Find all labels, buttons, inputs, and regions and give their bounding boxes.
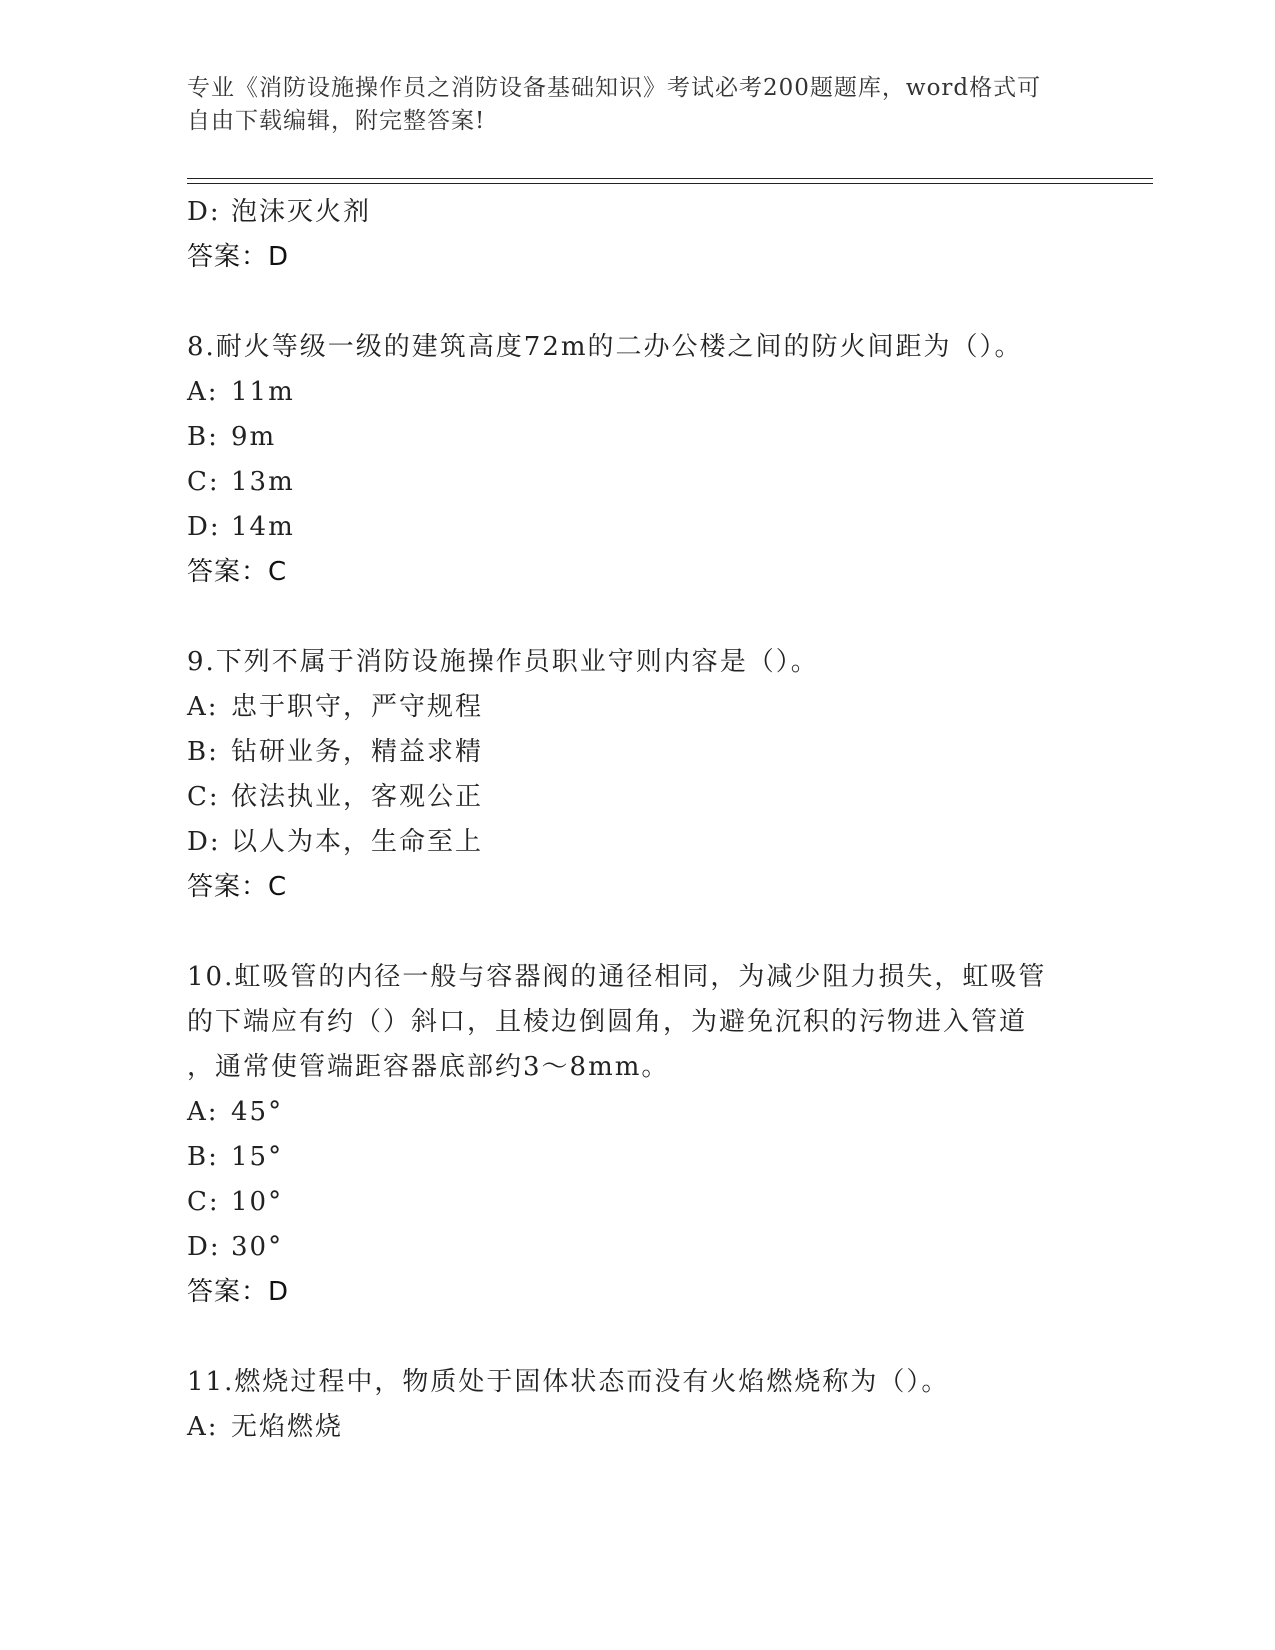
option-d (187, 820, 1087, 865)
option-key: B: (187, 422, 219, 452)
option-d (187, 505, 1087, 550)
option-text: 11m (231, 377, 295, 407)
question-title-line-3: ，通常使管端距容器底部约3～8mm。 (187, 1052, 670, 1082)
option-key: C: (187, 1187, 220, 1217)
header-divider (187, 178, 1153, 184)
option-b (187, 1135, 1087, 1180)
question-list (187, 190, 1087, 1450)
option-text: 无焰燃烧 (231, 1412, 344, 1442)
option-text: 9m (231, 422, 277, 452)
spacer (187, 1315, 1087, 1360)
option-key: B: (187, 737, 219, 767)
answer-line: 答案：C (187, 872, 288, 902)
option-key: D: (187, 1232, 221, 1262)
option-c (187, 460, 1087, 505)
option-text: 14m (231, 512, 295, 542)
answer-line: 答案：C (187, 557, 288, 587)
option-c (187, 1180, 1087, 1225)
question-title-line-2: 的下端应有约（）斜口，且棱边倒圆角，为避免沉积的污物进入管道 (187, 1007, 1028, 1037)
document-header (187, 72, 1067, 138)
header-line-2: 自由下载编辑，附完整答案! (187, 108, 486, 134)
option-d (187, 1225, 1087, 1270)
option-key: A: (187, 1097, 219, 1127)
option-text: 依法执业，客观公正 (231, 782, 484, 812)
option-text: 30° (231, 1232, 284, 1262)
option-key: A: (187, 692, 219, 722)
question-title: 9.下列不属于消防设施操作员职业守则内容是（）。 (187, 647, 819, 677)
option-key: C: (187, 782, 220, 812)
option-d (187, 190, 1087, 235)
option-text: 忠于职守，严守规程 (231, 692, 484, 722)
option-a (187, 1405, 1087, 1450)
option-key: A: (187, 1412, 219, 1442)
option-text: 10° (231, 1187, 284, 1217)
answer-line: 答案：D (187, 1277, 290, 1307)
option-a (187, 685, 1087, 730)
option-a (187, 370, 1087, 415)
question-title-line-1: 10.虹吸管的内径一般与容器阀的通径相同，为减少阻力损失，虹吸管 (187, 962, 1047, 992)
header-line-1: 专业《消防设施操作员之消防设备基础知识》考试必考200题题库，word格式可 (187, 75, 1042, 101)
answer-line: 答案：D (187, 242, 290, 272)
option-text: 13m (231, 467, 295, 497)
option-text: 45° (231, 1097, 284, 1127)
option-c (187, 775, 1087, 820)
option-key: D: (187, 197, 221, 227)
option-b (187, 415, 1087, 460)
option-text: 钻研业务，精益求精 (231, 737, 484, 767)
option-key: A: (187, 377, 219, 407)
spacer (187, 910, 1087, 955)
option-text: 泡沫灭火剂 (231, 197, 372, 227)
option-b (187, 730, 1087, 775)
option-key: C: (187, 467, 220, 497)
question-title: 8.耐火等级一级的建筑高度72m的二办公楼之间的防火间距为（）。 (187, 332, 1023, 362)
option-text: 以人为本，生命至上 (231, 827, 484, 857)
option-a (187, 1090, 1087, 1135)
spacer (187, 595, 1087, 640)
spacer (187, 280, 1087, 325)
question-title: 11.燃烧过程中，物质处于固体状态而没有火焰燃烧称为（）。 (187, 1367, 950, 1397)
option-key: D: (187, 512, 221, 542)
option-text: 15° (231, 1142, 284, 1172)
option-key: B: (187, 1142, 219, 1172)
option-key: D: (187, 827, 221, 857)
